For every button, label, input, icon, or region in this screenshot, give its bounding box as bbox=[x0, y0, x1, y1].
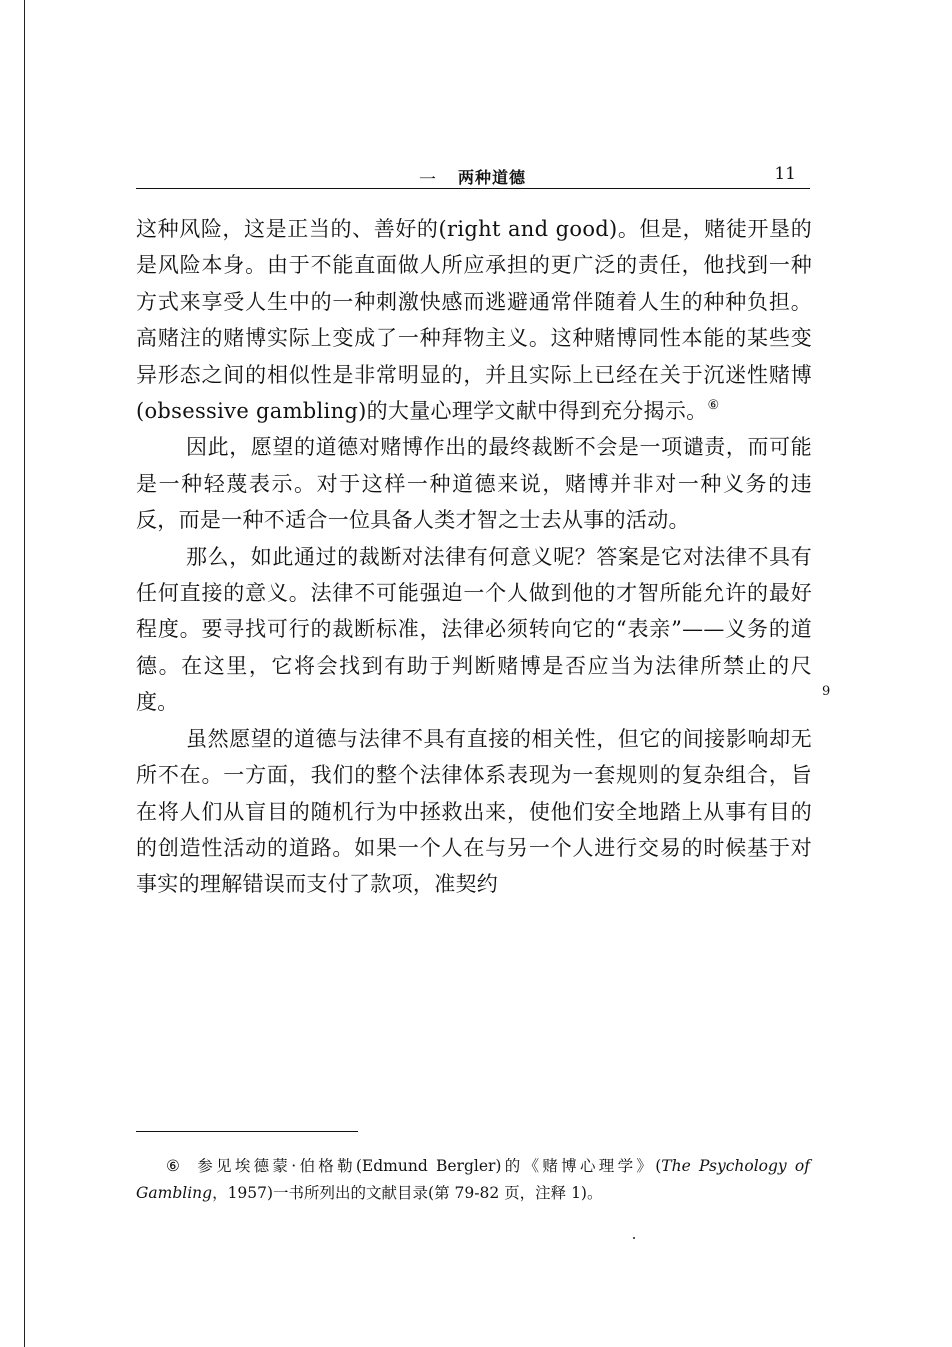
paragraph-continued bbox=[136, 211, 812, 429]
footnote bbox=[136, 1153, 810, 1207]
running-header bbox=[136, 164, 810, 189]
footnote-book-title: The Psychology of Gambling bbox=[136, 1157, 810, 1202]
footnote-reference[interactable]: ⑥ bbox=[707, 398, 720, 414]
footnote-text-end: ，1957)一书所列出的文献目录(第 79-82 页，注释 1)。 bbox=[212, 1184, 603, 1202]
page-number: 11 bbox=[774, 164, 796, 184]
footnote-separator bbox=[136, 1131, 358, 1132]
paragraph: 虽然愿望的道德与法律不具有直接的相关性，但它的间接影响却无所不在。一方面，我们的整个法律体系表现为一套规则的复杂组合，旨在将人们从盲目的随机行为中拯救出来，使他们安全地踏上从事有目的的创造性活动的道路。如果一个人在与另一个人进行交易的时候基于对事实的理解错误而支付了款项，准契约 bbox=[136, 726, 812, 897]
paragraph: 那么，如此通过的裁断对法律有何意义呢？答案是它对法律不具有任何直接的意义。法律不可能强迫一个人做到他的才智所能允许的最好程度。要寻找可行的裁断标准，法律必须转向它的“表亲”——义务的道德。在这里，它将会找到有助于判断赌博是否应当为法律所禁止的尺度。 bbox=[136, 544, 812, 715]
header-dash: 一 bbox=[419, 170, 436, 190]
paragraph: 因此，愿望的道德对赌博作出的最终裁断不会是一项谴责，而可能是一种轻蔑表示。对于这样一种道德来说，赌博并非对一种义务的违反，而是一种不适合一位具备人类才智之士去从事的活动。 bbox=[136, 435, 812, 533]
paragraph-text: 这种风险，这是正当的、善好的(right and good)。但是，赌徒开垦的是风险本身。由于不能直面做人所应承担的更广泛的责任，他找到一种方式来享受人生中的一种刺激快感而逃避通常伴随着人生的种种负担。高赌注的赌博实际上变成了一种拜物主义。这种赌博同性本能的某些变异形态之间的相似性是非常明显的，并且实际上已经在关于沉迷性赌博(obsessive gambling)的大量心理学文献中得到充分揭示。 bbox=[136, 217, 812, 424]
body-text bbox=[136, 211, 812, 903]
footnote-mark: ⑥ bbox=[166, 1157, 184, 1175]
margin-page-marker: 9 bbox=[822, 684, 831, 699]
scan-speck bbox=[633, 1237, 635, 1239]
chapter-title: 两种道德 bbox=[458, 168, 527, 187]
footnote-text-start: 参见埃德蒙·伯格勒(Edmund Bergler)的《赌博心理学》( bbox=[197, 1157, 662, 1175]
scan-edge-line bbox=[24, 0, 25, 1347]
